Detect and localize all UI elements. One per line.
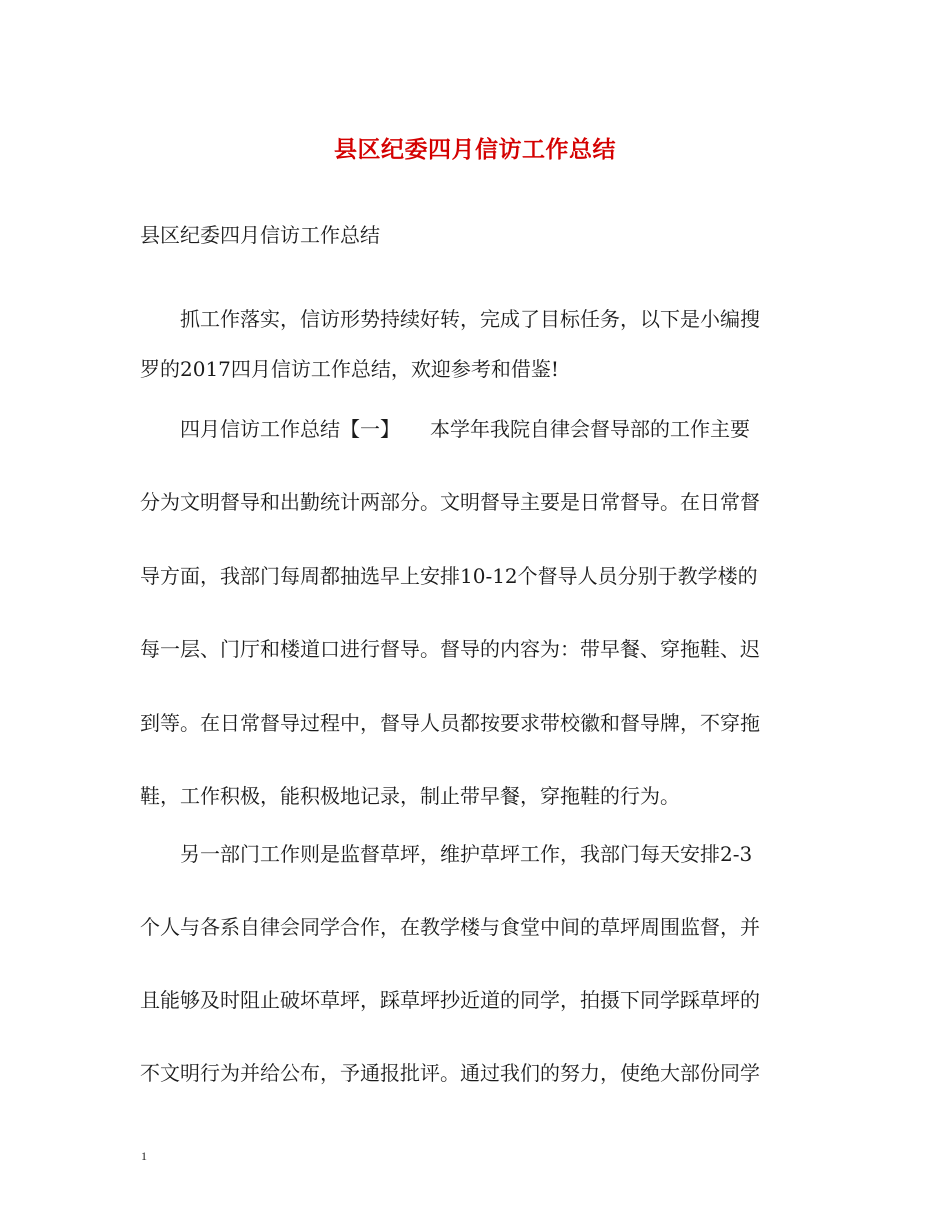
subtitle-line: 县区纪委四月信访工作总结: [140, 223, 380, 247]
body-line: 到等。在日常督导过程中，督导人员都按要求带校徽和督导牌，不穿拖: [140, 711, 760, 735]
body-line: 罗的2017四月信访工作总结，欢迎参考和借鉴!: [140, 357, 559, 381]
body-line: 鞋，工作积极，能积极地记录，制止带早餐，穿拖鞋的行为。: [140, 784, 680, 808]
body-line: 个人与各系自律会同学合作，在教学楼与食堂中间的草坪周围监督，并: [140, 915, 760, 939]
body-line: 且能够及时阻止破坏草坪，踩草坪抄近道的同学，拍摄下同学踩草坪的: [140, 988, 760, 1012]
page-number: 1: [141, 1149, 147, 1163]
body-line: 分为文明督导和出勤统计两部分。文明督导主要是日常督导。在日常督: [140, 490, 760, 514]
body-line: 不文明行为并给公布，予通报批评。通过我们的努力，使绝大部份同学: [140, 1061, 760, 1085]
body-line: 每一层、门厅和楼道口进行督导。督导的内容为：带早餐、穿拖鞋、迟: [140, 637, 760, 661]
body-line: 抓工作落实，信访形势持续好转，完成了目标任务，以下是小编搜: [140, 307, 760, 331]
body-line: 四月信访工作总结【一】 本学年我院自律会督导部的工作主要: [140, 417, 750, 441]
body-line: 导方面，我部门每周都抽选早上安排10-12个督导人员分别于教学楼的: [140, 564, 758, 588]
body-line: 另一部门工作则是监督草坪，维护草坪工作，我部门每天安排2-3: [140, 842, 753, 866]
page-title: 县区纪委四月信访工作总结: [334, 136, 616, 163]
